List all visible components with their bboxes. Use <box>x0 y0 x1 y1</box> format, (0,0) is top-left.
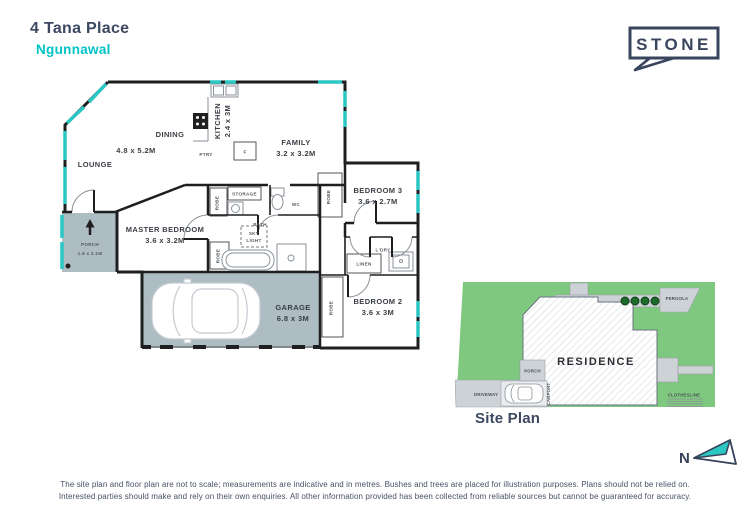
floor-plan <box>30 75 450 375</box>
car-icon <box>152 279 260 343</box>
site-plan <box>455 280 717 410</box>
porch-post <box>66 264 71 269</box>
label-lounge: LOUNGE <box>77 160 113 169</box>
label-bath: BATH <box>253 222 267 227</box>
label-bedroom3-dims: 3.6 x 2.7M <box>358 197 398 206</box>
label-family: FAMILY <box>281 138 311 147</box>
logo-tail <box>635 58 674 70</box>
label-wc: WC <box>291 202 301 207</box>
label-laundry: L'DRY <box>375 247 391 253</box>
label-bedroom2-dims: 3.6 x 3M <box>361 308 395 317</box>
label-site-porch: PORCH <box>524 368 541 374</box>
label-fridge: F <box>243 149 247 155</box>
label-kitchen: KITCHEN <box>213 102 222 140</box>
north-label: N <box>679 450 690 467</box>
logo-text: STONE <box>636 35 712 54</box>
label-bedroom2: BEDROOM 2 <box>353 297 403 306</box>
label-robe-master-top: ROBE <box>214 195 220 211</box>
label-dining: DINING <box>155 130 185 139</box>
suburb-label: Ngunnawal <box>36 42 111 57</box>
disclaimer-line-2: Interested parties should make and rely on their own enquiries. All other information provided has been collected from reliable sources but cannot be guaranteed for accuracy. <box>58 492 692 501</box>
label-storage: STORAGE <box>232 191 257 197</box>
label-lounge-dims: 4.8 x 5.2M <box>116 146 156 155</box>
label-site-carport: CARPORT <box>546 382 551 406</box>
stone-logo <box>628 26 724 74</box>
site-car-icon <box>505 384 543 403</box>
label-robe-bed3: ROBE <box>326 189 331 205</box>
label-site-driveway: DRIVEWAY <box>473 392 499 397</box>
garage-door <box>142 345 320 349</box>
label-porch-dims: 1.9 x 2.1M <box>77 251 103 256</box>
north-arrow <box>672 434 742 472</box>
disclaimer-line-1: The site plan and floor plan are not to scale; measurements are indicative and in metres. Bushes and trees are placed for illustration purposes. Plans should not be relied on. <box>60 480 690 489</box>
label-robe-master-bottom: ROBE <box>215 248 221 264</box>
label-master-dims: 3.6 x 3.2M <box>145 236 185 245</box>
label-bedroom3: BEDROOM 3 <box>353 186 403 195</box>
page-title: 4 Tana Place <box>30 20 130 37</box>
label-skylight-1: SKY <box>248 231 260 236</box>
label-garage: GARAGE <box>275 303 311 312</box>
label-kitchen-dims: 2.4 x 3M <box>223 104 232 138</box>
label-site-clothesline: CLOTHESLINE <box>667 392 701 398</box>
label-robe-bed2: ROBE <box>328 300 334 316</box>
label-garage-dims: 6.8 x 3M <box>276 314 310 323</box>
label-site-pergola: PERGOLA <box>665 296 689 301</box>
label-linen: LINEN <box>356 261 372 267</box>
label-skylight-2: LIGHT <box>246 238 262 243</box>
label-site-residence: RESIDENCE <box>557 356 635 368</box>
disclaimer <box>0 479 750 503</box>
cooktop-icon <box>193 113 208 129</box>
label-master: MASTER BEDROOM <box>125 225 205 234</box>
label-porch: PORCH <box>80 242 100 247</box>
siteplan-title: Site Plan <box>475 410 541 427</box>
label-family-dims: 3.2 x 3.2M <box>276 149 316 158</box>
label-pantry: PTRY <box>199 152 213 157</box>
